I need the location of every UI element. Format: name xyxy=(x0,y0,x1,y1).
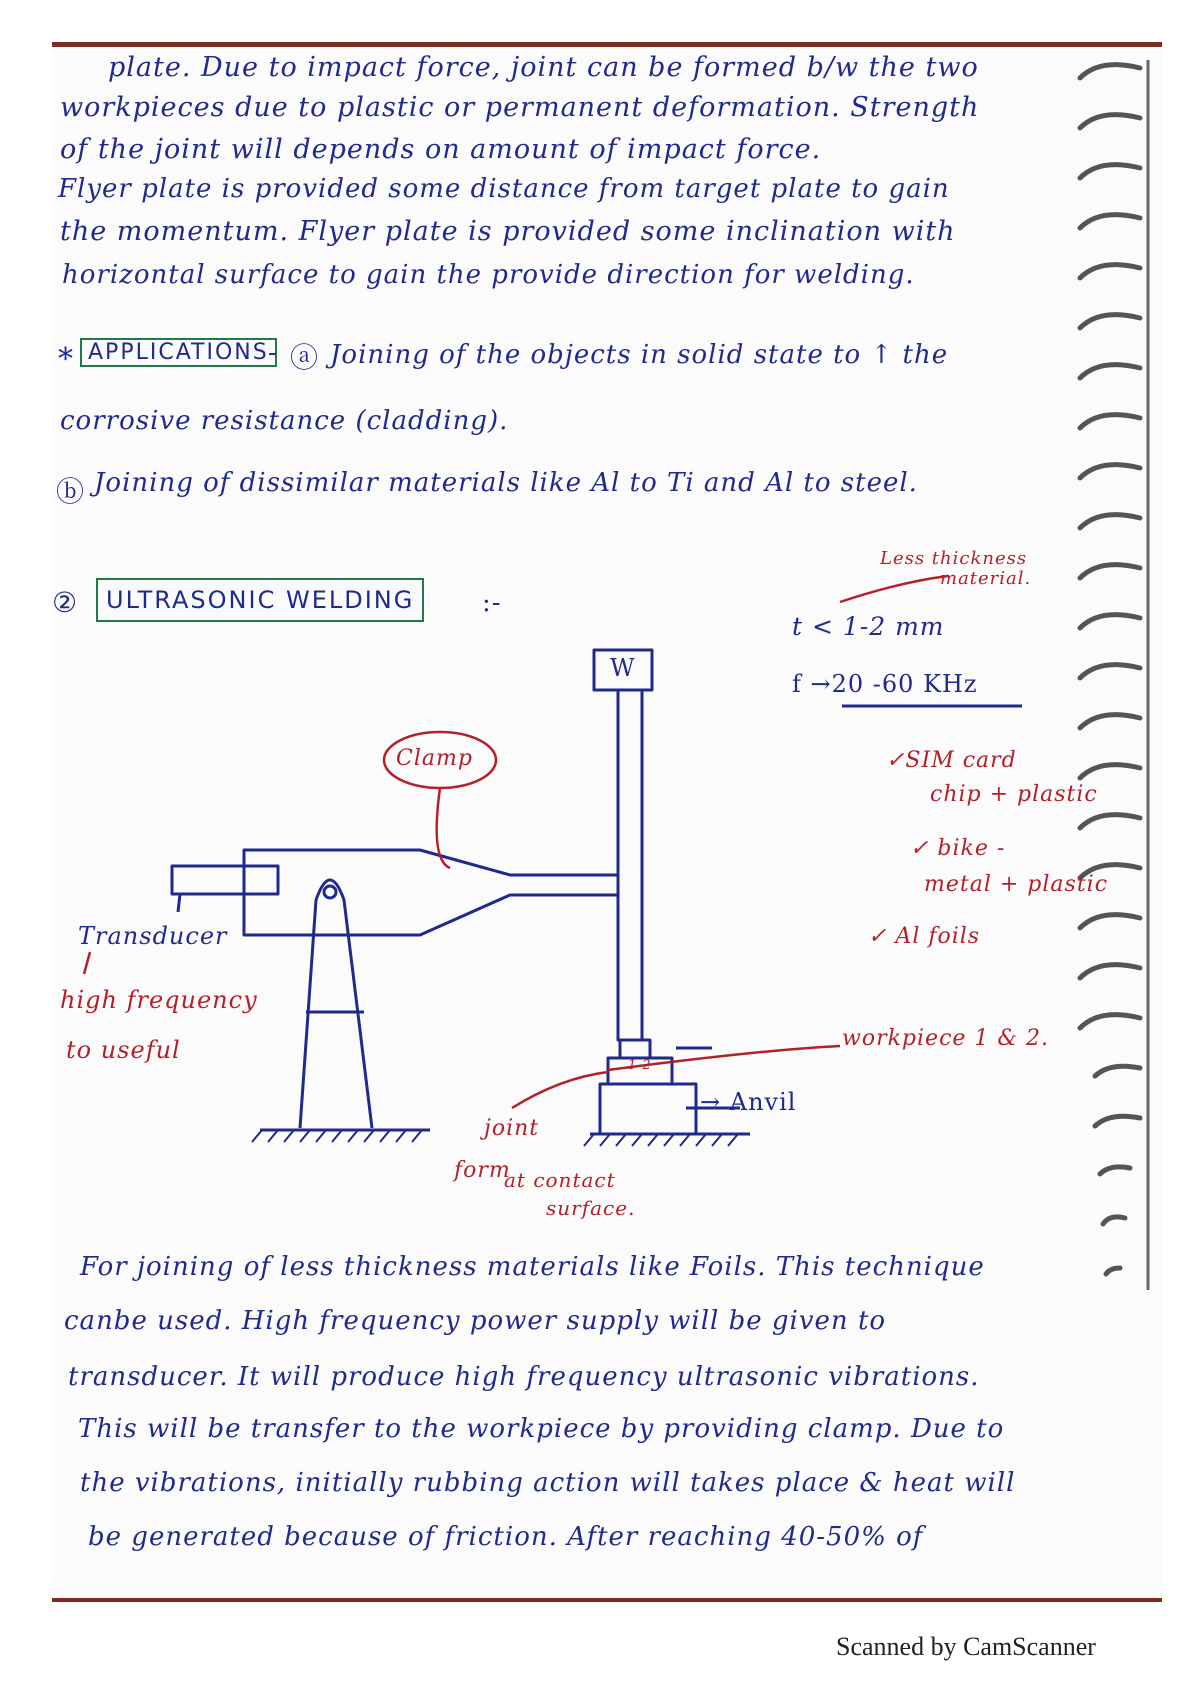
joint-line2: form xyxy=(454,1158,511,1183)
joint-arrow xyxy=(512,1072,608,1108)
bike-line2: metal + plastic xyxy=(924,872,1109,897)
para1-line-4: Flyer plate is provided some distance from target plate to gain xyxy=(58,174,950,204)
item-a-marker: ⓐ xyxy=(290,341,320,374)
para1-line-6: horizontal surface to gain the provide direction for welding. xyxy=(62,260,915,290)
para1-line-3: of the joint will depends on amount of impact force. xyxy=(60,134,822,165)
para1-line-5: the momentum. Flyer plate is provided some inclination with xyxy=(60,216,956,247)
applications-heading: APPLICATIONS xyxy=(80,338,277,367)
section2-heading: ULTRASONIC WELDING xyxy=(96,578,424,622)
support-stand xyxy=(300,880,372,1128)
workpiece-marks: 1 2 xyxy=(628,1058,652,1073)
para2-line-4: This will be transfer to the workpiece by providing clamp. Due to xyxy=(78,1414,1005,1444)
less-thickness-line2: material. xyxy=(940,568,1032,589)
al-foils-note: ✓ Al foils xyxy=(868,924,981,949)
transducer-body xyxy=(172,866,278,894)
item-b-line: Joining of dissimilar materials like Al to Ti and Al to steel. xyxy=(94,468,918,498)
clamp-horn xyxy=(244,850,618,935)
transducer-note-line2: to useful xyxy=(66,1036,181,1064)
less-thickness-line1: Less thickness xyxy=(880,548,1028,569)
item-b-marker: ⓑ xyxy=(56,475,86,508)
item-a-line1: Joining of the objects in solid state to ↑ the xyxy=(330,340,949,370)
joint-line3: at contact xyxy=(504,1168,616,1192)
para1-line-1: plate. Due to impact force, joint can be formed b/w the two xyxy=(108,52,979,83)
joint-line4: surface. xyxy=(546,1196,636,1220)
para2-line-5: the vibrations, initially rubbing action will takes place & heat will xyxy=(80,1468,1016,1498)
item-a-line2: corrosive resistance (cladding). xyxy=(60,406,509,436)
workpiece-label: workpiece 1 & 2. xyxy=(842,1026,1049,1051)
less-thickness-arrow xyxy=(840,576,948,602)
sim-card-line2: chip + plastic xyxy=(930,782,1098,807)
para2-line-2: canbe used. High frequency power supply will be given to xyxy=(64,1306,887,1336)
joint-line1: joint xyxy=(484,1116,540,1141)
sonotrode-tip xyxy=(620,1040,650,1058)
sim-card-line1: ✓SIM card xyxy=(886,748,1017,773)
thickness-note: t < 1-2 mm xyxy=(792,612,945,641)
bike-line1: ✓ bike - xyxy=(910,836,1006,861)
vertical-rod xyxy=(618,690,642,1040)
section2-suffix: :- xyxy=(482,588,502,618)
para1-line-2: workpieces due to plastic or permanent deformation. Strength xyxy=(60,92,980,123)
scanner-watermark: Scanned by CamScanner xyxy=(836,1632,1096,1661)
frequency-note: f →20 -60 KHz xyxy=(792,670,978,698)
anvil xyxy=(600,1084,696,1134)
para2-line-3: transducer. It will produce high frequency ultrasonic vibrations. xyxy=(68,1362,980,1392)
para2-line-1: For joining of less thickness materials like Foils. This technique xyxy=(80,1252,985,1282)
weight-label: W xyxy=(610,654,636,682)
applications-star: * xyxy=(58,342,74,377)
section2-number: ② xyxy=(52,586,79,619)
para2-line-6: be generated because of friction. After reaching 40-50% of xyxy=(88,1522,924,1552)
clamp-label: Clamp xyxy=(396,746,473,771)
transducer-note-line1: high frequency xyxy=(60,986,258,1014)
anvil-label: → Anvil xyxy=(700,1088,797,1116)
applications-dash: - xyxy=(268,338,278,368)
transducer-label: Transducer xyxy=(78,922,228,950)
